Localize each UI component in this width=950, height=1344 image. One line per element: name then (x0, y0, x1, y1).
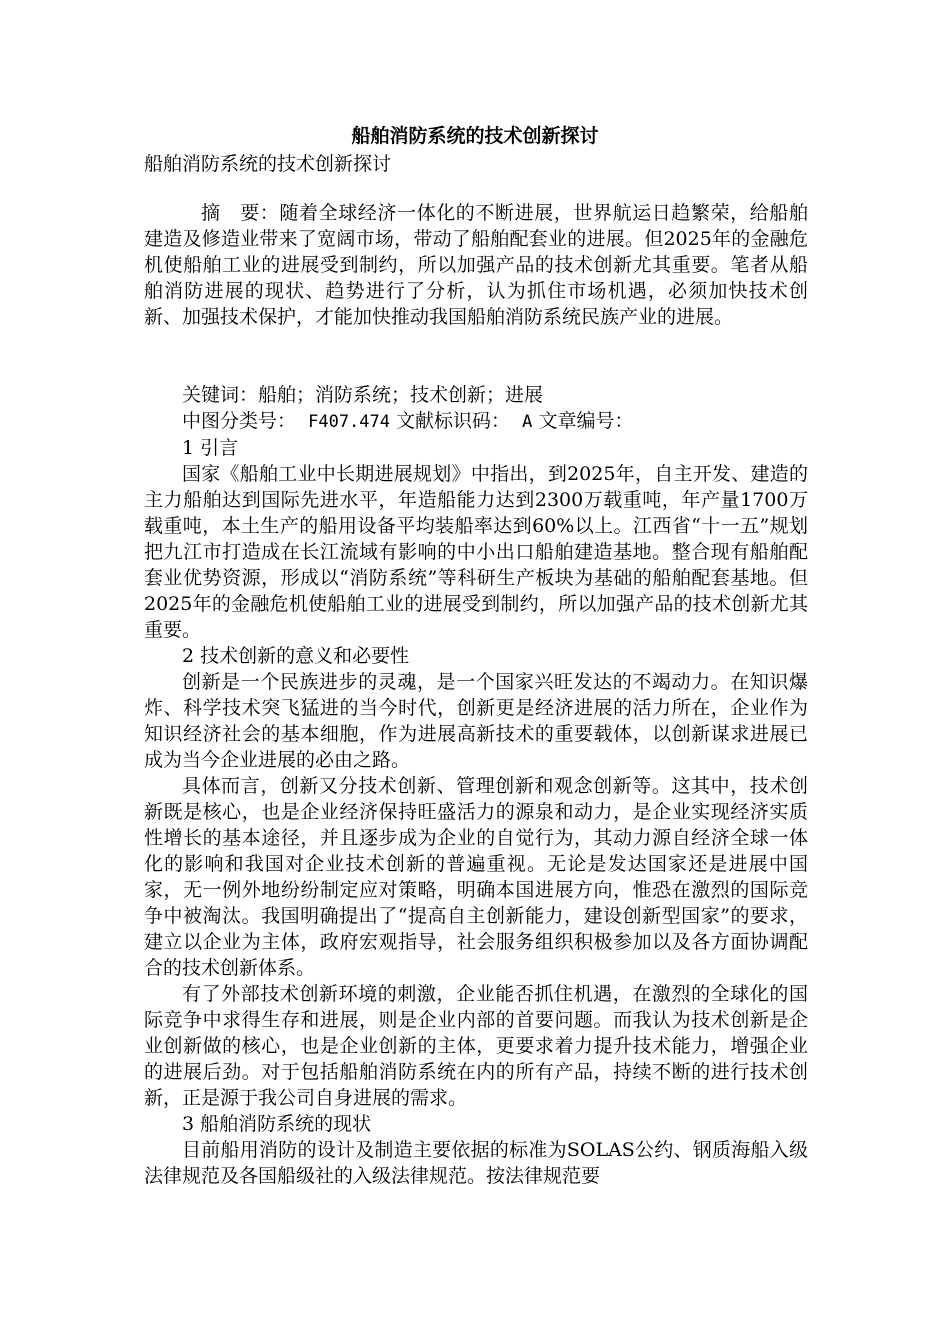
keywords-line: 关键词：船舶；消防系统；技术创新；进展 (182, 384, 544, 406)
article-no-label: 文章编号： (538, 410, 634, 432)
section-heading-intro: 1 引言 (182, 437, 239, 459)
section-paragraph: 有了外部技术创新环境的刺激，企业能否抓住机遇，在激烈的全球化的国际竞争中求得生存和进展，则是企业内部的首要问题。而我认为技术创新是企业创新做的核心，也是企业创新的主体，更要求着力提升技术能力，增强企业的进展后劲。对于包括船舶消防系统在内的所有产品，持续不断的进行技术创新，正是源于我公司自身进展的需求。 (144, 983, 808, 1109)
document-title: 船舶消防系统的技术创新探讨 (351, 125, 599, 147)
abstract-paragraph: 摘 要：随着全球经济一体化的不断进展，世界航运日趋繁荣，给船舶建造及修造业带来了宽阔市场，带动了船舶配套业的进展。但2025年的金融危机使船舶工业的进展受到制约，所以加强产品的技术创新尤其重要。笔者从船舶消防进展的现状、趋势进行了分析，认为抓住市场机遇，必须加快技术创新、加强技术保护，才能加快推动我国船舶消防系统民族产业的进展。 (144, 202, 808, 328)
classification-value: F407.474 (308, 412, 390, 432)
section-paragraph: 具体而言，创新又分技术创新、管理创新和观念创新等。这其中，技术创新既是核心，也是企业经济保持旺盛活力的源泉和动力，是企业实现经济实质性增长的基本途径，并且逐步成为企业的自觉行为，其动力源自经济全球一体化的影响和我国对企业技术创新的普遍重视。无论是发达国家还是进展中国家，无一例外地纷纷制定应对策略，明确本国进展方向，惟恐在激烈的国际竞争中被淘汰。我国明确提出了“提高自主创新能力，建设创新型国家”的要求，建立以企业为主体，政府宏观指导，社会服务组织积极参加以及各方面协调配合的技术创新体系。 (144, 775, 808, 979)
document-subtitle: 船舶消防系统的技术创新探讨 (144, 153, 392, 175)
section-heading-status: 3 船舶消防系统的现状 (182, 1113, 372, 1135)
classification-label: 中图分类号： (182, 410, 297, 432)
section-paragraph: 目前船用消防的设计及制造主要依据的标准为SOLAS公约、钢质海船入级法律规范及各国船级社的入级法律规范。按法律规范要 (144, 1139, 808, 1187)
document-body (144, 200, 808, 1189)
spacer (144, 330, 808, 356)
doc-code-value: A (522, 412, 533, 432)
classification-line (144, 408, 808, 435)
section-paragraph: 国家《船舶工业中长期进展规划》中指出，到2025年，自主开发、建造的主力船舶达到国际先进水平，年造船能力达到2300万载重吨，年产量1700万载重吨，本土生产的船用设备平均装船率达到60%以上。江西省“十一五”规划把九江市打造成在长江流域有影响的中小出口船舶建造基地。整合现有船舶配套业优势资源，形成以“消防系统”等科研生产板块为基础的船舶配套基地。但2025年的金融危机使船舶工业的进展受到制约，所以加强产品的技术创新尤其重要。 (144, 463, 808, 641)
spacer (144, 356, 808, 382)
section-paragraph: 创新是一个民族进步的灵魂，是一个国家兴旺发达的不竭动力。在知识爆炸、科学技术突飞猛进的当今时代，创新更是经济进展的活力所在，企业作为知识经济社会的基本细胞，作为进展高新技术的重要载体，以创新谋求进展已成为当今企业进展的必由之路。 (144, 671, 808, 771)
section-heading-significance: 2 技术创新的意义和必要性 (182, 645, 410, 667)
doc-code-label: 文献标识码： (396, 410, 511, 432)
